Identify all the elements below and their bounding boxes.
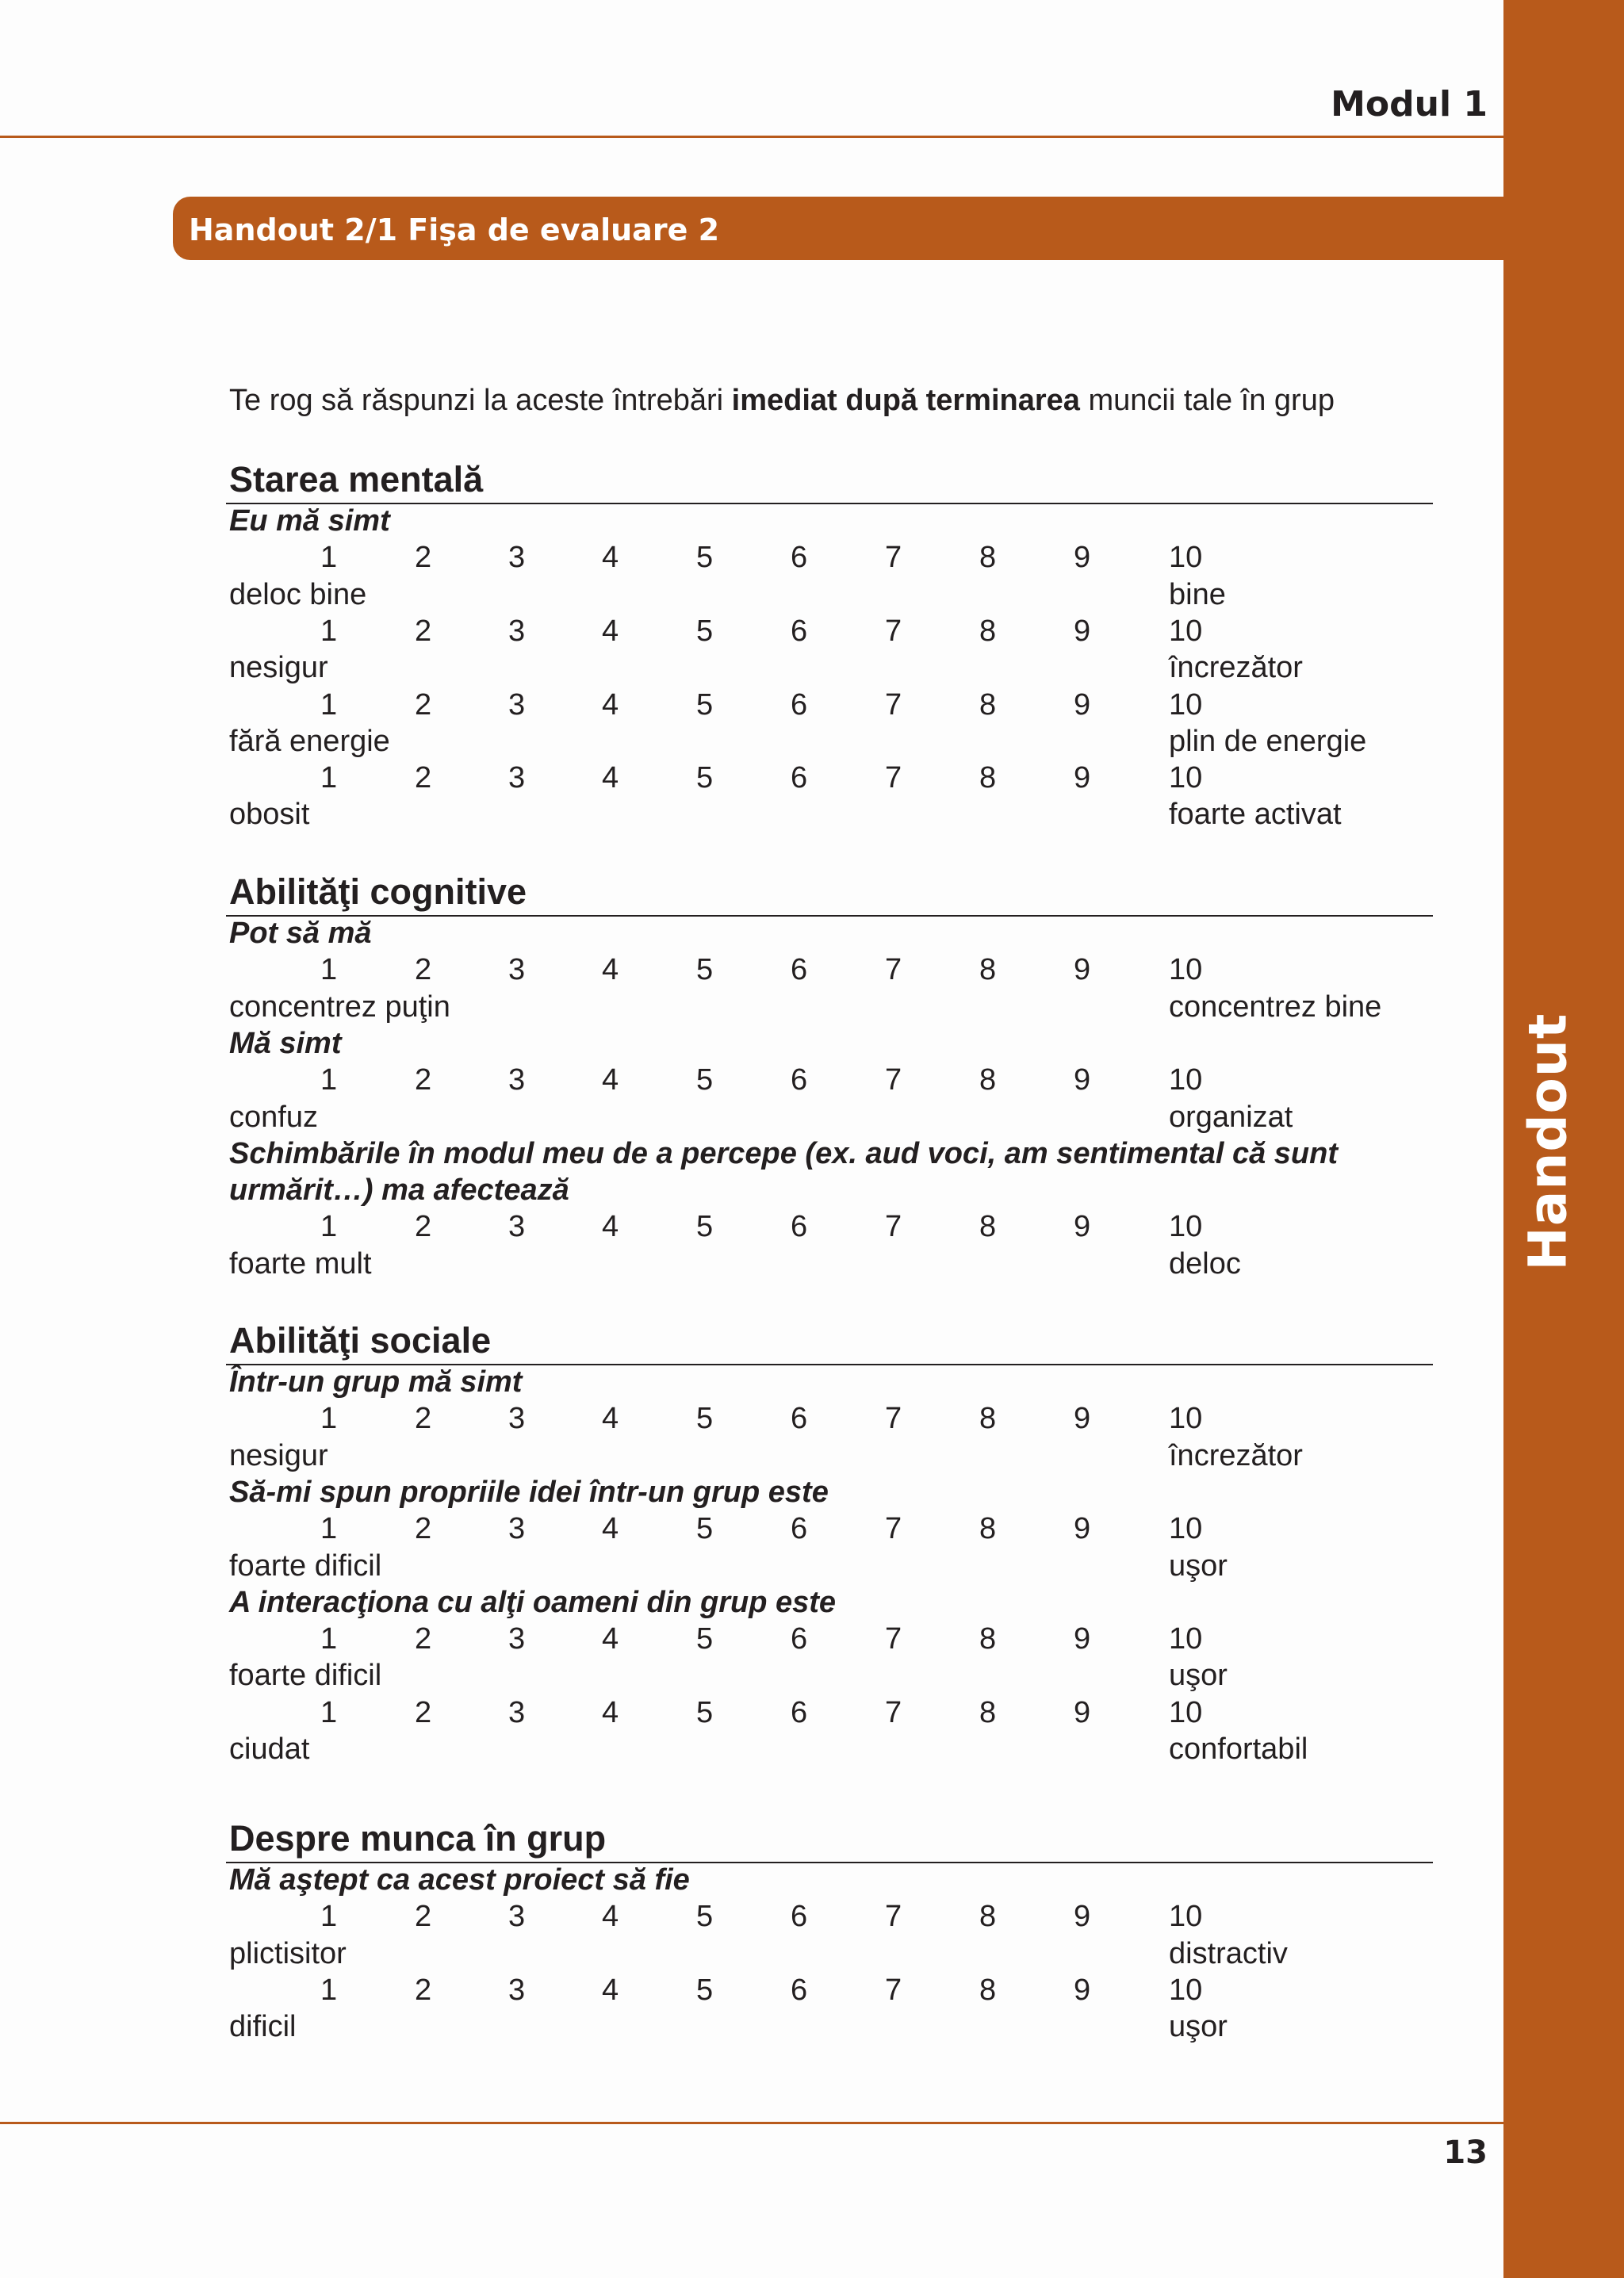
- scale-label-left: foarte dificil: [229, 1659, 382, 1693]
- scale-label-right: organizat: [1169, 1100, 1293, 1134]
- scale-number: 4: [602, 1402, 619, 1436]
- intro-text: Te rog să răspunzi la aceste întrebări imediat după terminarea muncii tale în grup: [229, 384, 1335, 417]
- scale-label-right: încrezător: [1169, 1438, 1303, 1472]
- scale-number: 6: [791, 1402, 808, 1436]
- scale-number: 2: [415, 1695, 432, 1729]
- scale-label-left: nesigur: [229, 651, 328, 685]
- scale-number: 4: [602, 614, 619, 648]
- scale-number: 7: [885, 1210, 902, 1244]
- question-text: Eu mă simt: [229, 504, 390, 538]
- scale-number: 7: [885, 614, 902, 648]
- scale-number: 4: [602, 687, 619, 722]
- scale-number: 2: [415, 1512, 432, 1546]
- scale-number: 2: [415, 1402, 432, 1436]
- scale-number: 8: [979, 1622, 997, 1656]
- scale-label-right: plin de energie: [1169, 724, 1367, 758]
- scale-number: 10: [1169, 1402, 1203, 1436]
- scale-number: 1: [320, 687, 338, 722]
- scale-number: 1: [320, 541, 338, 575]
- scale-number: 10: [1169, 1512, 1203, 1546]
- scale-number: 10: [1169, 1210, 1203, 1244]
- scale-number: 10: [1169, 1973, 1203, 2007]
- scale-number: 10: [1169, 953, 1203, 987]
- scale-number: 5: [696, 1695, 714, 1729]
- scale-number: 8: [979, 1063, 997, 1097]
- scale-number: 3: [508, 1695, 526, 1729]
- scale-number: 5: [696, 953, 714, 987]
- scale-number: 6: [791, 1210, 808, 1244]
- scale-number: 4: [602, 1512, 619, 1546]
- scale-number: 1: [320, 1063, 338, 1097]
- scale-number: 5: [696, 1512, 714, 1546]
- scale-number: 3: [508, 1512, 526, 1546]
- side-label: Handout: [1517, 1013, 1579, 1271]
- scale-number: 10: [1169, 687, 1203, 722]
- scale-label-right: confortabil: [1169, 1732, 1308, 1766]
- scale-number: 2: [415, 1210, 432, 1244]
- scale-number: 7: [885, 1512, 902, 1546]
- scale-number: 5: [696, 687, 714, 722]
- scale-number: 6: [791, 1622, 808, 1656]
- scale-label-left: nesigur: [229, 1438, 328, 1472]
- scale-number: 3: [508, 1622, 526, 1656]
- scale-number: 5: [696, 1973, 714, 2007]
- scale-number: 9: [1074, 1622, 1091, 1656]
- section-underline: [226, 503, 1433, 504]
- scale-number: 7: [885, 1063, 902, 1097]
- scale-number: 1: [320, 1402, 338, 1436]
- scale-number: 4: [602, 1695, 619, 1729]
- scale-label-left: foarte dificil: [229, 1549, 382, 1583]
- scale-number: 8: [979, 541, 997, 575]
- scale-number: 9: [1074, 1900, 1091, 1934]
- scale-number: 1: [320, 1695, 338, 1729]
- scale-label-left: ciudat: [229, 1732, 310, 1766]
- scale-number: 10: [1169, 761, 1203, 795]
- scale-number: 9: [1074, 1695, 1091, 1729]
- scale-number: 7: [885, 687, 902, 722]
- scale-number: 1: [320, 1622, 338, 1656]
- scale-number: 8: [979, 1210, 997, 1244]
- scale-number: 2: [415, 1900, 432, 1934]
- scale-number: 10: [1169, 614, 1203, 648]
- scale-number: 6: [791, 1695, 808, 1729]
- scale-number: 7: [885, 953, 902, 987]
- scale-number: 7: [885, 1900, 902, 1934]
- scale-number: 1: [320, 1210, 338, 1244]
- scale-number: 2: [415, 1063, 432, 1097]
- section-underline: [226, 915, 1433, 917]
- scale-label-left: dificil: [229, 2010, 297, 2044]
- scale-number: 3: [508, 1973, 526, 2007]
- scale-number: 2: [415, 761, 432, 795]
- scale-number: 6: [791, 1900, 808, 1934]
- scale-number: 7: [885, 1622, 902, 1656]
- scale-number: 8: [979, 1695, 997, 1729]
- scale-number: 3: [508, 614, 526, 648]
- scale-number: 4: [602, 953, 619, 987]
- scale-number: 10: [1169, 1622, 1203, 1656]
- scale-number: 9: [1074, 1210, 1091, 1244]
- scale-number: 1: [320, 1973, 338, 2007]
- scale-number: 2: [415, 1622, 432, 1656]
- scale-number: 8: [979, 953, 997, 987]
- scale-number: 7: [885, 1973, 902, 2007]
- scale-number: 6: [791, 1512, 808, 1546]
- scale-number: 5: [696, 1900, 714, 1934]
- scale-number: 2: [415, 614, 432, 648]
- scale-number: 4: [602, 1063, 619, 1097]
- scale-number: 6: [791, 614, 808, 648]
- scale-number: 5: [696, 614, 714, 648]
- scale-number: 3: [508, 687, 526, 722]
- scale-number: 6: [791, 541, 808, 575]
- scale-number: 6: [791, 1063, 808, 1097]
- scale-label-right: bine: [1169, 577, 1226, 611]
- scale-number: 3: [508, 1900, 526, 1934]
- scale-number: 5: [696, 761, 714, 795]
- header-rule: [0, 136, 1503, 138]
- scale-number: 7: [885, 1402, 902, 1436]
- scale-number: 1: [320, 1900, 338, 1934]
- scale-number: 1: [320, 953, 338, 987]
- scale-label-right: distractiv: [1169, 1936, 1288, 1970]
- scale-number: 2: [415, 1973, 432, 2007]
- scale-number: 2: [415, 953, 432, 987]
- page-number: 13: [1443, 2134, 1488, 2171]
- question-text: Schimbările în modul meu de a percepe (ex. aud voci, am sentimental că sunt: [229, 1136, 1338, 1170]
- scale-number: 5: [696, 1063, 714, 1097]
- scale-label-right: uşor: [1169, 1549, 1228, 1583]
- scale-number: 9: [1074, 1063, 1091, 1097]
- question-text: Într-un grup mă simt: [229, 1365, 523, 1399]
- scale-number: 3: [508, 541, 526, 575]
- scale-label-right: foarte activat: [1169, 798, 1342, 832]
- handout-title: Handout 2/1 Fişa de evaluare 2: [189, 212, 720, 247]
- scale-number: 3: [508, 953, 526, 987]
- scale-number: 1: [320, 1512, 338, 1546]
- scale-number: 4: [602, 1900, 619, 1934]
- scale-number: 5: [696, 1210, 714, 1244]
- scale-number: 4: [602, 1210, 619, 1244]
- scale-label-left: deloc bine: [229, 577, 367, 611]
- question-text: Mă simt: [229, 1026, 342, 1060]
- scale-number: 9: [1074, 1512, 1091, 1546]
- question-text: Pot să mă: [229, 917, 372, 950]
- section-title: Despre munca în grup: [229, 1818, 607, 1859]
- scale-number: 6: [791, 953, 808, 987]
- scale-number: 10: [1169, 1063, 1203, 1097]
- scale-number: 8: [979, 761, 997, 795]
- footer-rule: [0, 2122, 1503, 2124]
- scale-number: 3: [508, 761, 526, 795]
- scale-label-right: încrezător: [1169, 651, 1303, 685]
- scale-number: 6: [791, 761, 808, 795]
- scale-number: 10: [1169, 1695, 1203, 1729]
- scale-number: 10: [1169, 1900, 1203, 1934]
- scale-label-left: fără energie: [229, 724, 390, 758]
- scale-number: 3: [508, 1063, 526, 1097]
- scale-number: 2: [415, 687, 432, 722]
- question-text: Să-mi spun propriile idei într-un grup este: [229, 1475, 829, 1509]
- scale-label-left: confuz: [229, 1100, 318, 1134]
- question-text: urmărit…) ma afectează: [229, 1173, 569, 1208]
- scale-number: 8: [979, 1900, 997, 1934]
- section-title: Abilităţi sociale: [229, 1320, 492, 1361]
- scale-label-right: uşor: [1169, 2010, 1228, 2044]
- scale-number: 9: [1074, 1973, 1091, 2007]
- scale-number: 7: [885, 541, 902, 575]
- scale-number: 9: [1074, 761, 1091, 795]
- scale-number: 8: [979, 614, 997, 648]
- scale-label-right: uşor: [1169, 1659, 1228, 1693]
- question-text: Mă aştept ca acest proiect să fie: [229, 1863, 690, 1897]
- scale-label-left: concentrez puţin: [229, 990, 450, 1024]
- scale-number: 8: [979, 1512, 997, 1546]
- scale-number: 3: [508, 1402, 526, 1436]
- scale-label-left: foarte mult: [229, 1246, 372, 1281]
- question-text: A interacţiona cu alţi oameni din grup este: [229, 1585, 837, 1619]
- scale-number: 10: [1169, 541, 1203, 575]
- scale-number: 3: [508, 1210, 526, 1244]
- section-title: Starea mentală: [229, 459, 484, 500]
- scale-number: 7: [885, 1695, 902, 1729]
- scale-number: 1: [320, 761, 338, 795]
- scale-number: 9: [1074, 614, 1091, 648]
- scale-number: 5: [696, 1622, 714, 1656]
- scale-number: 9: [1074, 687, 1091, 722]
- scale-number: 9: [1074, 953, 1091, 987]
- scale-number: 4: [602, 1973, 619, 2007]
- scale-number: 4: [602, 541, 619, 575]
- scale-label-right: deloc: [1169, 1246, 1241, 1281]
- scale-number: 5: [696, 541, 714, 575]
- scale-number: 2: [415, 541, 432, 575]
- scale-label-right: concentrez bine: [1169, 990, 1382, 1024]
- scale-label-left: obosit: [229, 798, 310, 832]
- section-title: Abilităţi cognitive: [229, 871, 527, 912]
- scale-number: 1: [320, 614, 338, 648]
- scale-label-left: plictisitor: [229, 1936, 347, 1970]
- module-title: Modul 1: [1331, 84, 1488, 124]
- scale-number: 4: [602, 761, 619, 795]
- scale-number: 8: [979, 1973, 997, 2007]
- scale-number: 9: [1074, 541, 1091, 575]
- scale-number: 9: [1074, 1402, 1091, 1436]
- scale-number: 7: [885, 761, 902, 795]
- scale-number: 6: [791, 1973, 808, 2007]
- scale-number: 5: [696, 1402, 714, 1436]
- scale-number: 8: [979, 1402, 997, 1436]
- scale-number: 8: [979, 687, 997, 722]
- scale-number: 6: [791, 687, 808, 722]
- scale-number: 4: [602, 1622, 619, 1656]
